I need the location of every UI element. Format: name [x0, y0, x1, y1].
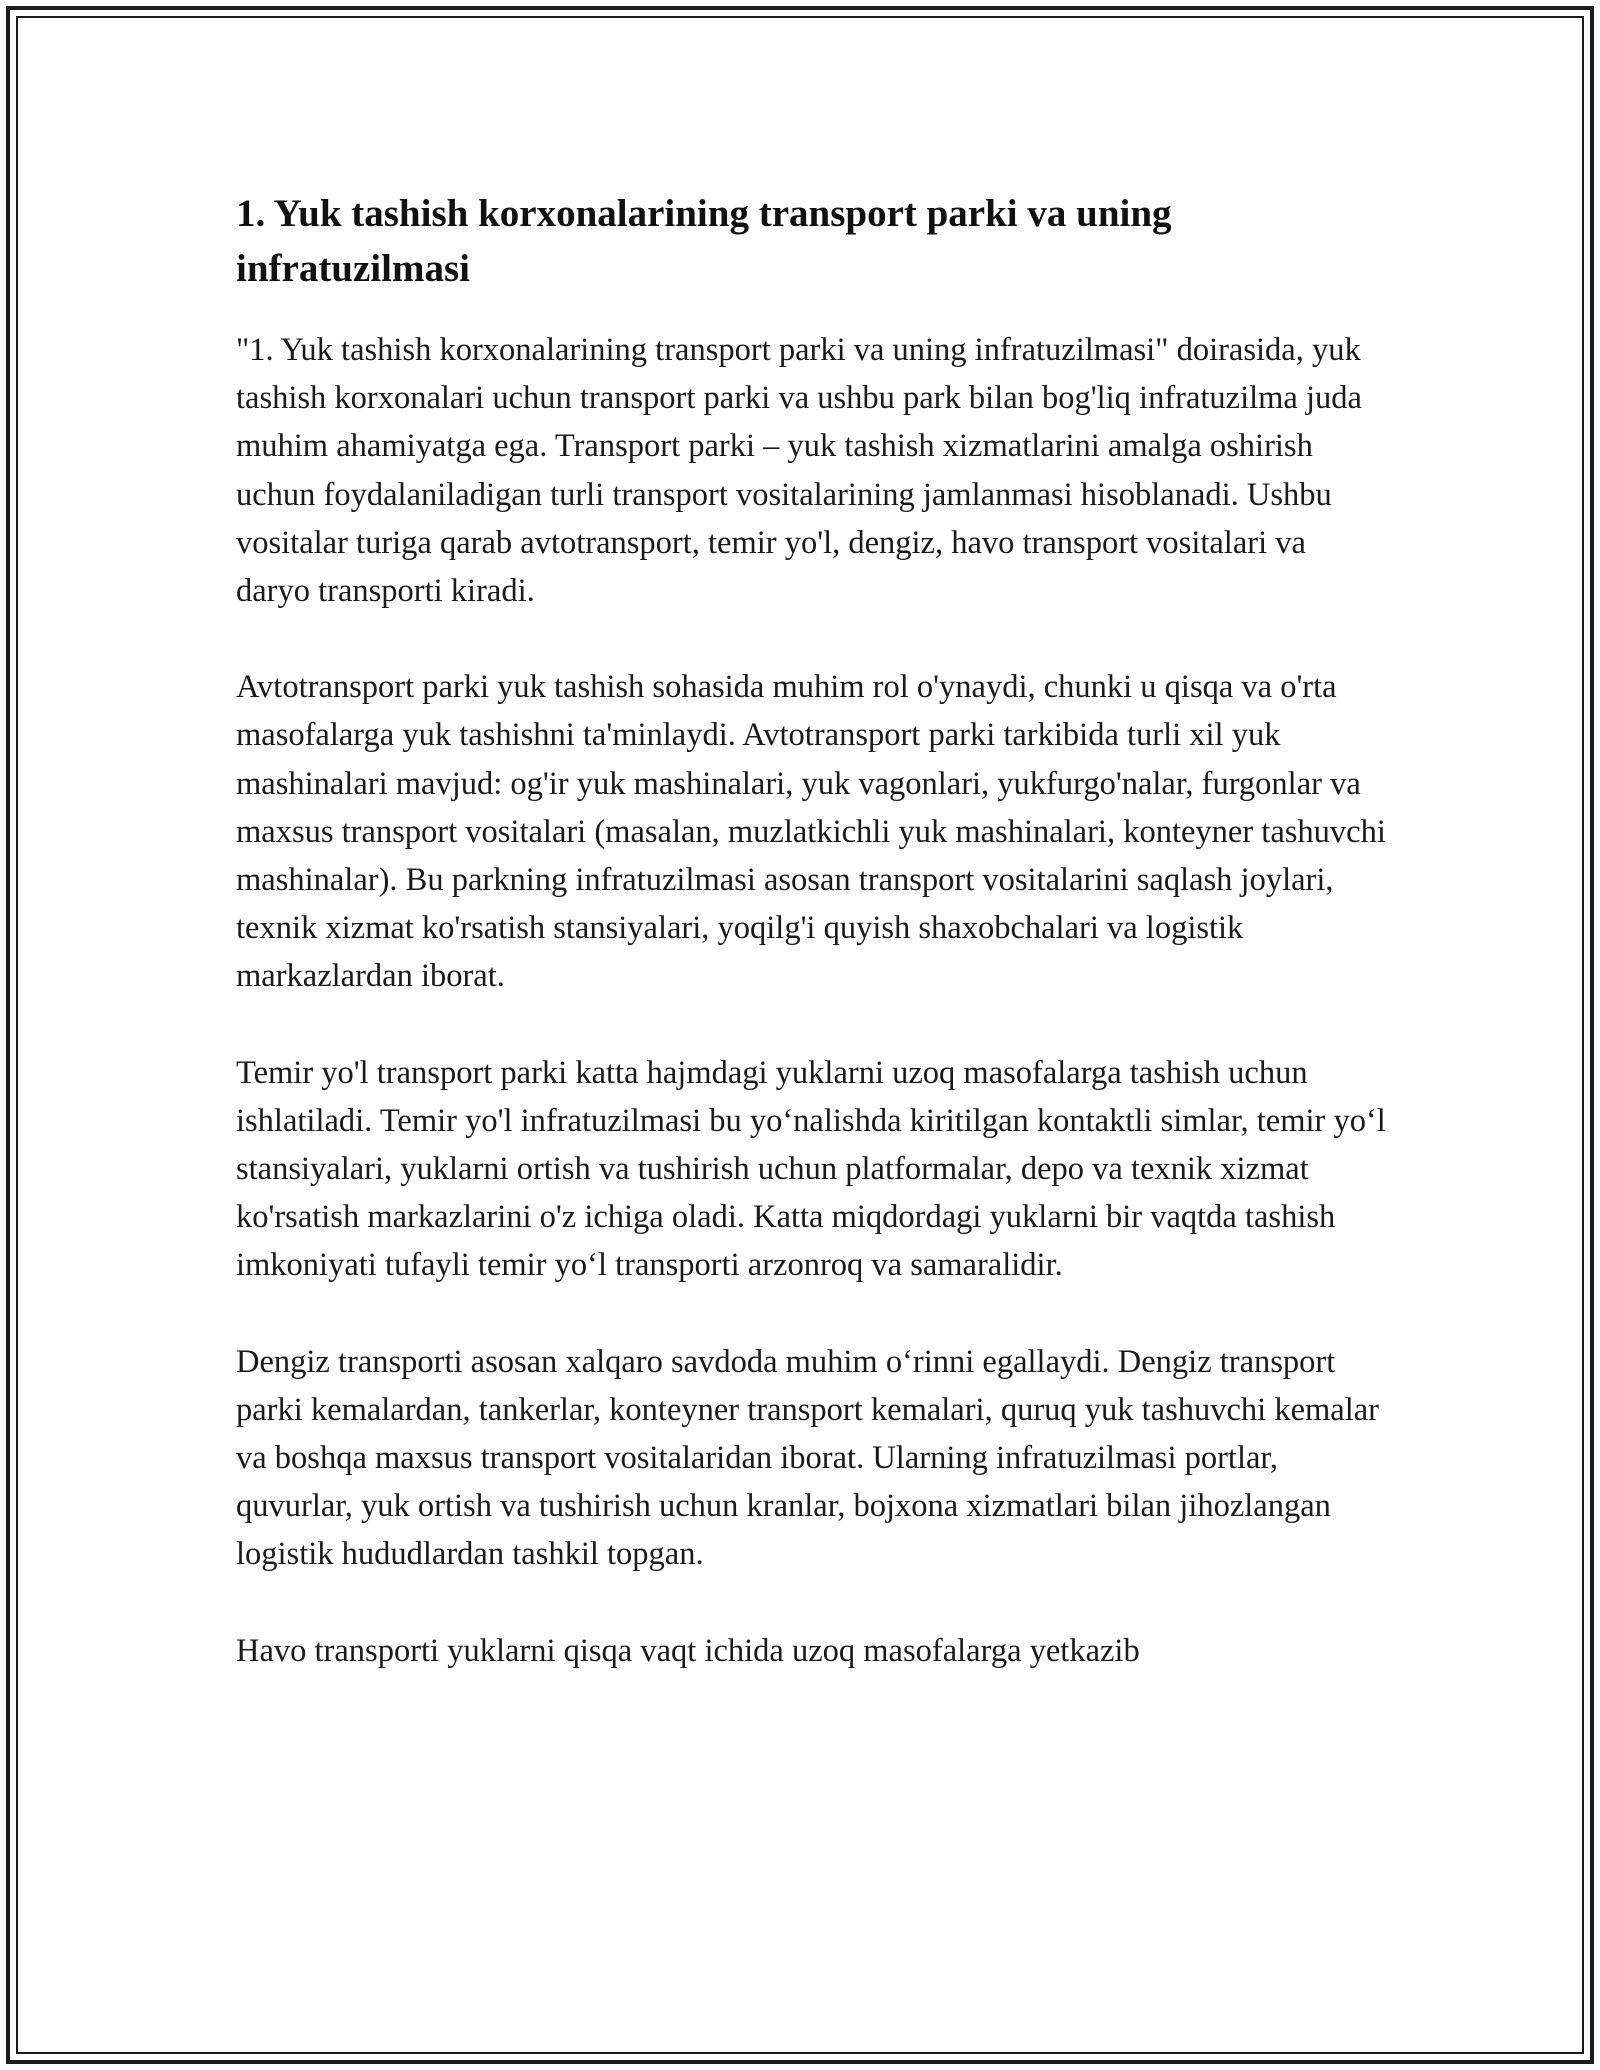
- paragraph-intro: "1. Yuk tashish korxonalarining transport parki va uning infratuzilmasi" doirasida, yuk tashish korxonalari uchun transport parki va ushbu park bilan bog'liq infratuzilma juda muhim ahamiyatga ega. Transport parki – yuk tashish xizmatlarini amalga oshirish uchun foydalaniladigan turli transport vositalarining jamlanmasi hisoblanadi. Ushbu vositalar turiga qarab avtotransport, temir yo'l, dengiz, havo transport vositalari va daryo transporti kiradi.: [236, 332, 1362, 610]
- paragraph-air-transport: Havo transporti yuklarni qisqa vaqt ichida uzoq masofalarga yetkazib: [236, 1632, 1140, 1669]
- paragraph-sea-transport: Dengiz transporti asosan xalqaro savdoda muhim o‘rinni egallaydi. Dengiz transport parki kemalardan, tankerlar, konteyner transport kemalari, quruq yuk tashuvchi kemalar va boshqa maxsus transport vositalaridan iborat. Ularning infratuzilmasi portlar, quvurlar, yuk ortish va tushirish uchun kranlar, bojxona xizmatlari bilan jihozlangan logistik hududlardan tashkil topgan.: [236, 1343, 1379, 1573]
- document-body: [236, 186, 1386, 1723]
- paragraph-road-transport: Avtotransport parki yuk tashish sohasida muhim rol o'ynaydi, chunki u qisqa va o'rta masofalarga yuk tashishni ta'minlaydi. Avtotransport parki tarkibida turli xil yuk mashinalari mavjud: og'ir yuk mashinalari, yuk vagonlari, yukfurgo'nalar, furgonlar va maxsus transport vositalari (masalan, muzlatkichli yuk mashinalari, konteyner tashuvchi mashinalar). Bu parkning infratuzilmasi asosan transport vositalarini saqlash joylari, texnik xizmat ko'rsatish stansiyalari, yoqilg'i quyish shaxobchalari va logistik markazlardan iborat.: [236, 669, 1386, 995]
- section-heading: 1. Yuk tashish korxonalarining transport parki va uning infratuzilmasi: [236, 192, 1172, 290]
- paragraph-rail-transport: Temir yo'l transport parki katta hajmdagi yuklarni uzoq masofalarga tashish uchun ishlatiladi. Temir yo'l infratuzilmasi bu yo‘nalishda kiritilgan kontaktli simlar, temir yo‘l stansiyalari, yuklarni ortish va tushirish uchun platformalar, depo va texnik xizmat ko'rsatish markazlarini o'z ichiga oladi. Katta miqdordagi yuklarni bir vaqtda tashish imkoniyati tufayli temir yo‘l transporti arzonroq va samaralidir.: [236, 1054, 1386, 1284]
